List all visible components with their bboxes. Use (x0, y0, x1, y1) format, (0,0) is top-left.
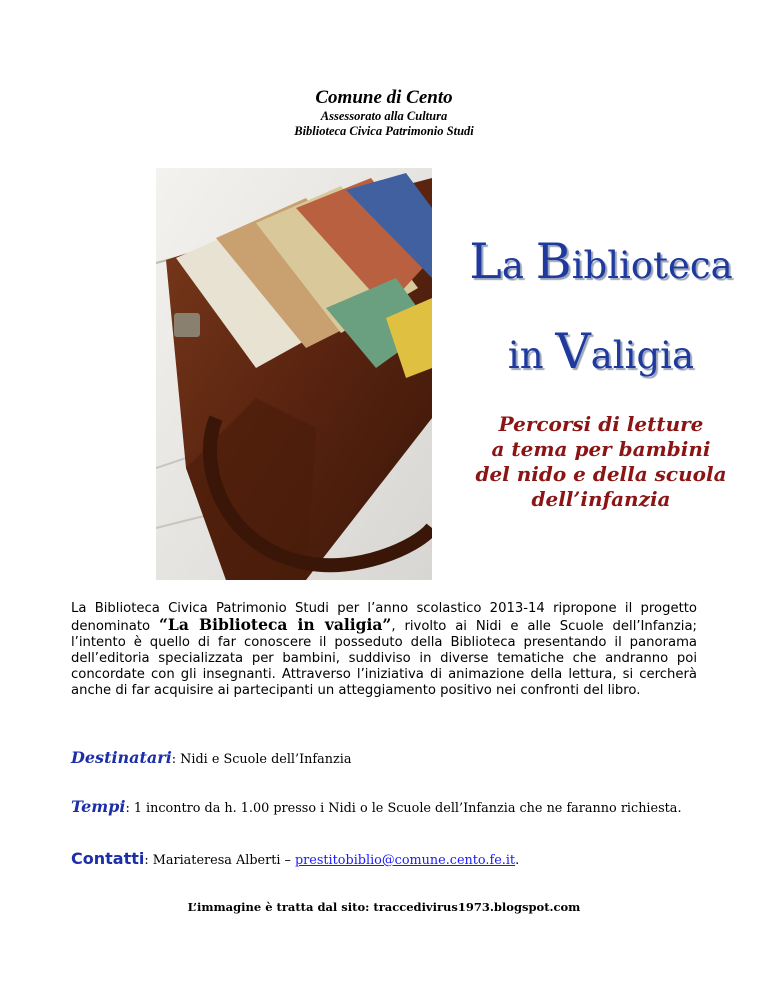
suitcase-books-image (156, 168, 432, 580)
destinatari-label: Destinatari (71, 748, 172, 767)
contatti-section: Contatti: Mariateresa Alberti – prestitobiblio@comune.cento.fe.it. (71, 849, 520, 868)
email-link[interactable]: prestitobiblio@comune.cento.fe.it (294, 853, 516, 868)
subtitle: Percorsi di letture a tema per bambini del nido e della scuola dell’infanzia (475, 412, 727, 511)
tempi-label: Tempi (71, 797, 126, 816)
description-paragraph: La Biblioteca Civica Patrimonio Studi per l’anno scolastico 2013-14 ripropone il progetto denominato “La Biblioteca in valigia”, rivolto ai Nidi e alle Scuole dell’Infanzia; l’intento è quello di far conoscere il posseduto della Biblioteca presentando il panorama dell’editoria specializzata per bambini, suddiviso in diverse tematiche che andranno poi concordate con gli insegnanti. Attraverso l’iniziativa di animazione della lettura, si cercherà anche di far acquisire ai partecipanti un atteggiamento positivo nei confronti del libro. (71, 601, 697, 698)
image-credit: L’immagine è tratta dal sito: traccedivirus1973.blogspot.com (187, 900, 581, 914)
destinatari-section: Destinatari: Nidi e Scuole dell’Infanzia (71, 748, 352, 767)
tempi-section: Tempi: 1 incontro da h. 1.00 presso i Nidi o le Scuole dell’Infanzia che ne faranno richiesta. (71, 797, 682, 816)
main-title-line2: in Valigia (507, 323, 695, 380)
department-line: Assessorato alla Cultura (320, 109, 448, 123)
municipality-title: Comune di Cento (315, 87, 453, 108)
library-line: Biblioteca Civica Patrimonio Studi (294, 124, 474, 138)
main-title-line1: La Biblioteca (469, 233, 733, 290)
project-name: “La Biblioteca in valigia” (159, 615, 392, 634)
letterhead (0, 87, 768, 139)
contatti-label: Contatti (71, 849, 145, 868)
